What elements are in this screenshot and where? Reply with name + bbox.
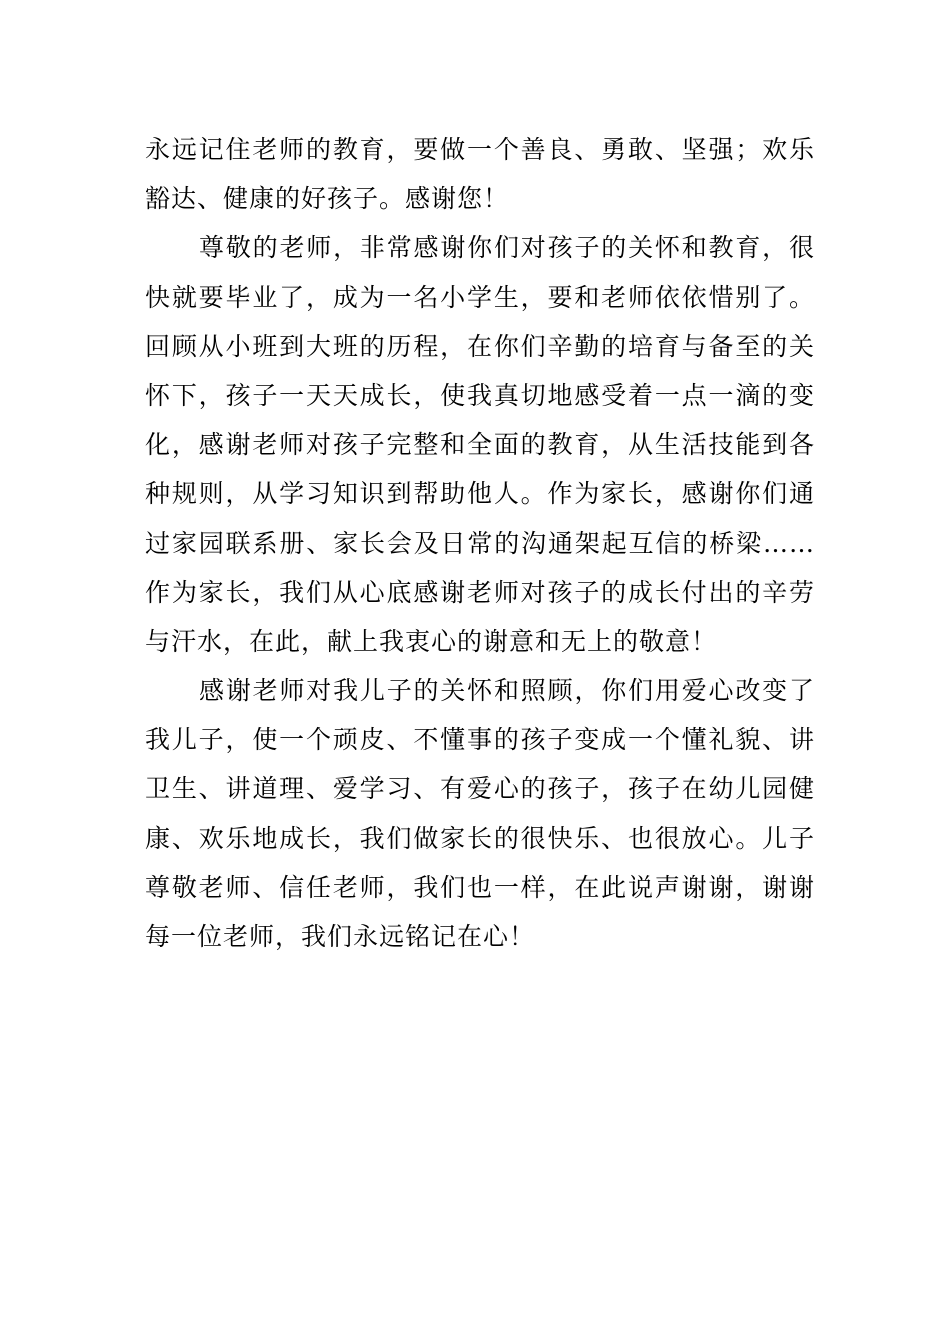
text-line: 化，感谢老师对孩子完整和全面的教育，从生活技能到各 [145, 430, 815, 460]
text-line: 快就要毕业了，成为一名小学生，要和老师依依惜别了。 [145, 282, 815, 312]
text-line: 永远记住老师的教育，要做一个善良、勇敢、坚强；欢乐 [145, 135, 815, 164]
text-line: 回顾从小班到大班的历程，在你们辛勤的培育与备至的关 [145, 331, 815, 361]
text-line: 卫生、讲道理、爱学习、有爱心的孩子，孩子在幼儿园健 [145, 774, 815, 804]
text-line: 豁达、健康的好孩子。感谢您！ [145, 184, 510, 214]
paragraph-first-line: 尊敬的老师，非常感谢你们对孩子的关怀和教育，很 [199, 233, 815, 263]
text-line: 与汗水，在此，献上我衷心的谢意和无上的敬意！ [145, 626, 718, 656]
document-body [145, 125, 815, 961]
text-line: 过家园联系册、家长会及日常的沟通架起互信的桥梁…… [145, 528, 815, 558]
text-line: 每一位老师，我们永远铭记在心！ [145, 922, 536, 951]
text-line: 尊敬老师、信任老师，我们也一样，在此说声谢谢，谢谢 [145, 872, 815, 902]
paragraph-first-line: 感谢老师对我儿子的关怀和照顾，你们用爱心改变了 [199, 676, 815, 706]
text-line: 怀下，孩子一天天成长，使我真切地感受着一点一滴的变 [145, 380, 815, 410]
text-line: 作为家长，我们从心底感谢老师对孩子的成长付出的辛劳 [145, 577, 815, 607]
text-line: 康、欢乐地成长，我们做家长的很快乐、也很放心。儿子 [145, 823, 815, 853]
text-line: 我儿子，使一个顽皮、不懂事的孩子变成一个懂礼貌、讲 [145, 725, 815, 755]
text-line: 种规则，从学习知识到帮助他人。作为家长，感谢你们通 [145, 479, 815, 509]
